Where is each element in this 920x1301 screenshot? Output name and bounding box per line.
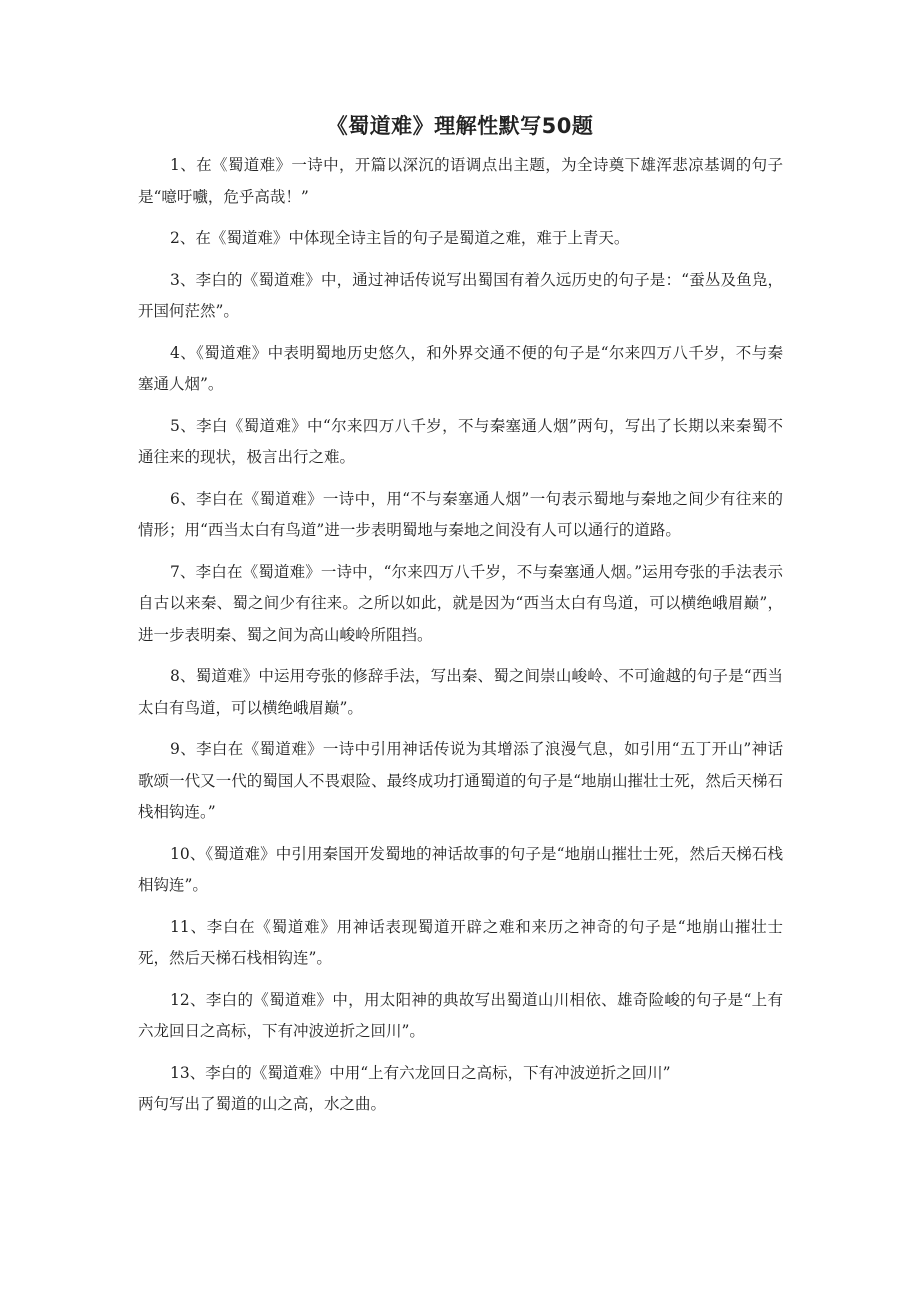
- question-item-7: 7、李白在《蜀道难》一诗中，“尔来四万八千岁，不与秦塞通人烟。”运用夸张的手法表示自古以来秦、蜀之间少有往来。之所以如此，就是因为“西当太白有鸟道，可以横绝峨眉巅”，进一步表明秦、蜀之间为高山峻岭所阻挡。: [138, 562, 783, 644]
- question-item-6: 6、李白在《蜀道难》一诗中，用“不与秦塞通人烟”一句表示蜀地与秦地之间少有往来的情形；用“西当太白有鸟道”进一步表明蜀地与秦地之间没有人可以通行的道路。: [138, 489, 783, 539]
- question-item-5: 5、李白《蜀道难》中“尔来四万八千岁，不与秦塞通人烟”两句，写出了长期以来秦蜀不通往来的现状，极言出行之难。: [138, 416, 783, 466]
- question-item-2: 2、在《蜀道难》中体现全诗主旨的句子是蜀道之难，难于上青天。: [170, 229, 630, 247]
- question-item-11: 11、李白在《蜀道难》用神话表现蜀道开辟之难和来历之神奇的句子是“地崩山摧壮士死，然后天梯石栈相钩连”。: [138, 917, 783, 967]
- question-list: [138, 150, 783, 1131]
- question-item-12: 12、李白的《蜀道难》中，用太阳神的典故写出蜀道山川相依、雄奇险峻的句子是“上有六龙回日之高标，下有冲波逆折之回川”。: [138, 990, 783, 1040]
- document-title: 《蜀道难》理解性默写50题: [326, 114, 594, 138]
- question-item-8: 8、蜀道难》中运用夸张的修辞手法，写出秦、蜀之间崇山峻岭、不可逾越的句子是“西当太白有鸟道，可以横绝峨眉巅”。: [138, 667, 783, 717]
- question-item-1: 1、在《蜀道难》一诗中，开篇以深沉的语调点出主题，为全诗奠下雄浑悲凉基调的句子是“噫吁嚱，危乎高哉！”: [138, 156, 783, 206]
- question-item-10: 10、《蜀道难》中引用秦国开发蜀地的神话故事的句子是“地崩山摧壮士死，然后天梯石栈相钩连”。: [138, 844, 783, 894]
- question-item-3: 3、李白的《蜀道难》中，通过神话传说写出蜀国有着久远历史的句子是：“蚕丛及鱼凫，开国何茫然”。: [138, 270, 783, 320]
- question-item-4: 4、《蜀道难》中表明蜀地历史悠久，和外界交通不便的句子是“尔来四万八千岁，不与秦塞通人烟”。: [138, 343, 783, 393]
- question-item-13: 13、李白的《蜀道难》中用“上有六龙回日之高标，下有冲波逆折之回川”: [170, 1063, 671, 1082]
- question-item-9: 9、李白在《蜀道难》一诗中引用神话传说为其增添了浪漫气息，如引用“五丁开山”神话歌颂一代又一代的蜀国人不畏艰险、最终成功打通蜀道的句子是“地崩山摧壮士死，然后天梯石栈相钩连。”: [138, 740, 783, 821]
- question-item-13-continuation: 两句写出了蜀道的山之高，水之曲。: [138, 1095, 387, 1113]
